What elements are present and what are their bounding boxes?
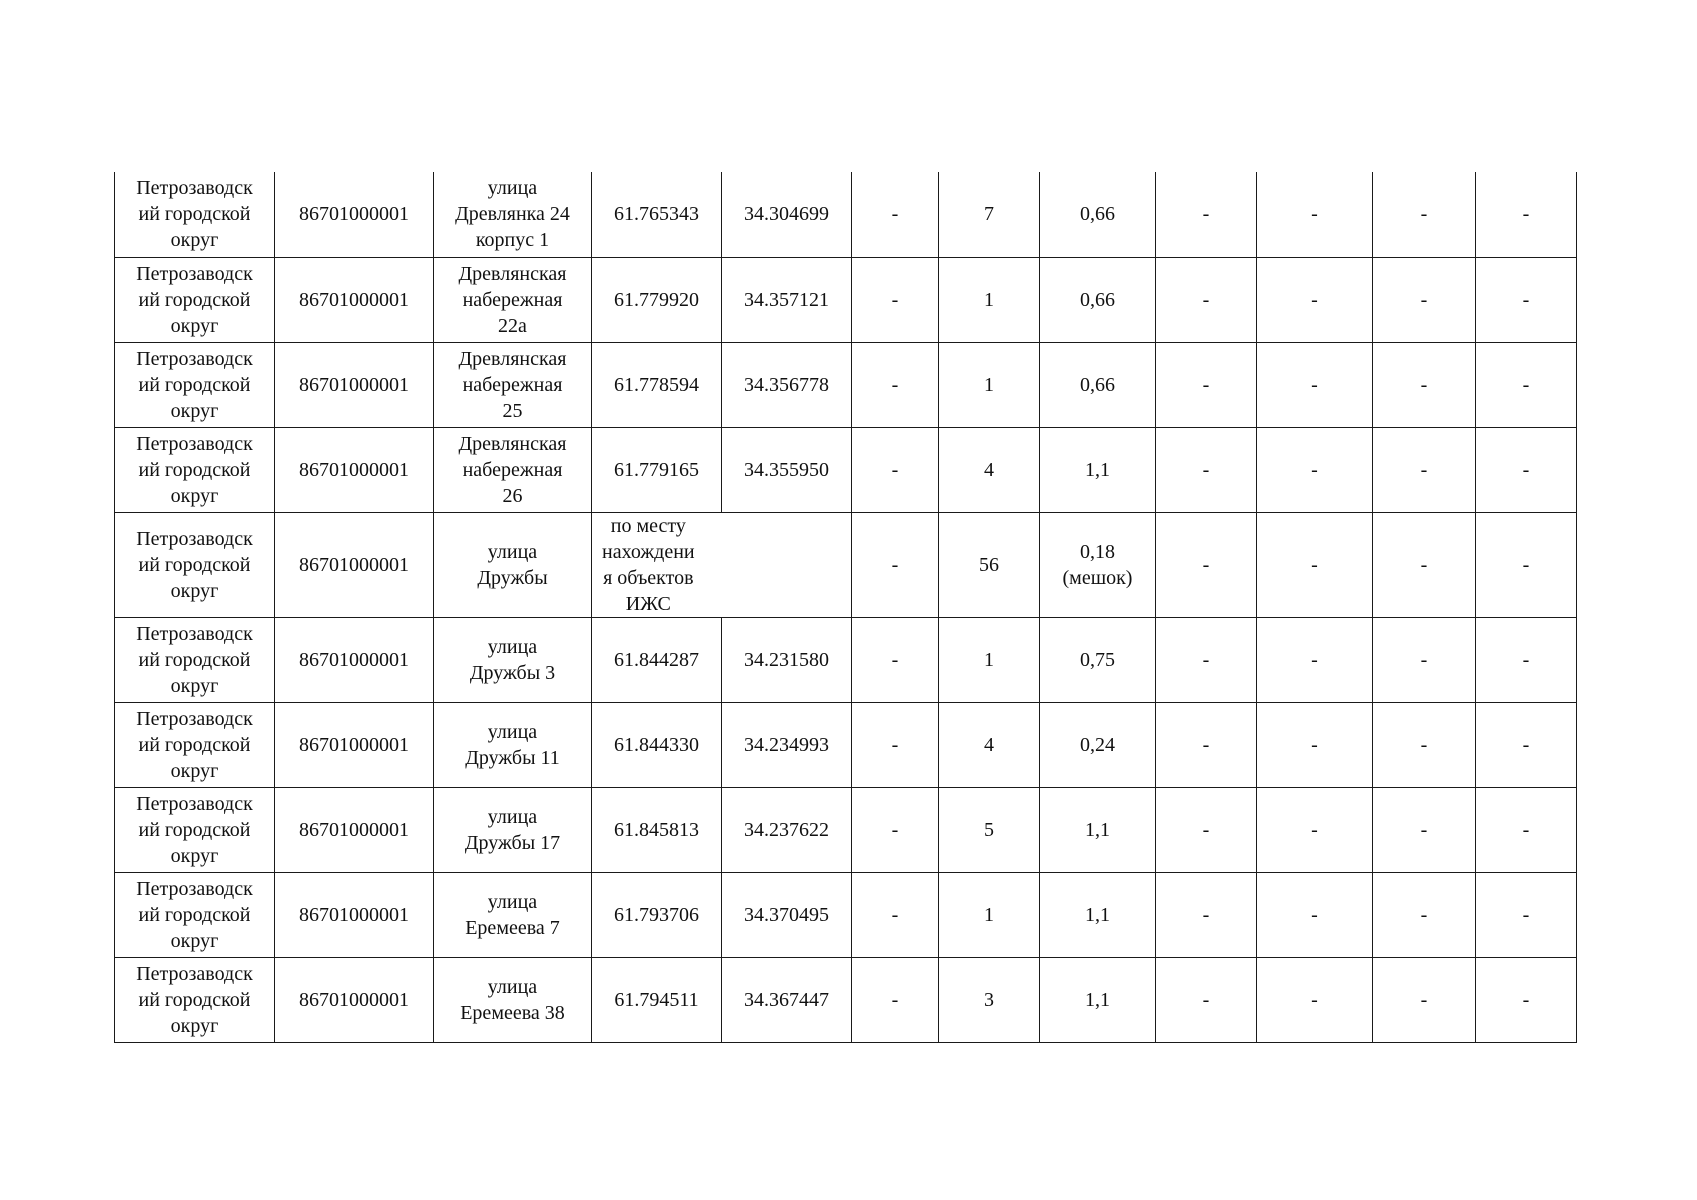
dash-cell: - — [1476, 257, 1577, 342]
table-row — [115, 342, 1577, 427]
dash-cell: - — [852, 342, 939, 427]
oktmo-cell: 86701000001 — [275, 342, 434, 427]
dash-cell: - — [1476, 787, 1577, 872]
dash-cell: - — [1156, 702, 1257, 787]
table-row — [115, 172, 1577, 257]
dash-cell: - — [1257, 957, 1373, 1042]
table-row — [115, 957, 1577, 1042]
district-cell: Петрозаводск ий городской округ — [115, 872, 275, 957]
dash-cell: - — [1373, 957, 1476, 1042]
table-row — [115, 872, 1577, 957]
dash-cell: - — [1476, 512, 1577, 617]
latitude-cell: 61.845813 — [592, 787, 722, 872]
dash-cell: - — [852, 512, 939, 617]
dash-cell: - — [852, 172, 939, 257]
dash-cell: - — [1476, 957, 1577, 1042]
dash-cell: - — [1156, 787, 1257, 872]
longitude-cell: 34.357121 — [722, 257, 852, 342]
dash-cell: - — [1257, 512, 1373, 617]
container-volume-cell: 1,1 — [1040, 872, 1156, 957]
dash-cell: - — [1373, 427, 1476, 512]
oktmo-cell: 86701000001 — [275, 427, 434, 512]
district-cell: Петрозаводск ий городской округ — [115, 702, 275, 787]
dash-cell: - — [1257, 872, 1373, 957]
district-cell: Петрозаводск ий городской округ — [115, 957, 275, 1042]
address-cell: улица Древлянка 24 корпус 1 — [434, 172, 592, 257]
dash-cell: - — [1156, 512, 1257, 617]
oktmo-cell: 86701000001 — [275, 512, 434, 617]
district-cell: Петрозаводск ий городской округ — [115, 342, 275, 427]
dash-cell: - — [852, 257, 939, 342]
address-cell: Древлянская набережная 22а — [434, 257, 592, 342]
oktmo-cell: 86701000001 — [275, 617, 434, 702]
address-cell: улица Дружбы 17 — [434, 787, 592, 872]
table-row — [115, 427, 1577, 512]
district-cell: Петрозаводск ий городской округ — [115, 617, 275, 702]
district-cell: Петрозаводск ий городской округ — [115, 787, 275, 872]
dash-cell: - — [1156, 172, 1257, 257]
table-row — [115, 257, 1577, 342]
table-row — [115, 512, 1577, 617]
dash-cell: - — [1257, 702, 1373, 787]
longitude-cell: 34.355950 — [722, 427, 852, 512]
container-count-cell: 4 — [939, 427, 1040, 512]
district-cell: Петрозаводск ий городской округ — [115, 257, 275, 342]
longitude-cell: 34.356778 — [722, 342, 852, 427]
district-cell: Петрозаводск ий городской округ — [115, 427, 275, 512]
oktmo-cell: 86701000001 — [275, 702, 434, 787]
coordinates-note-cell — [592, 512, 852, 617]
dash-cell: - — [1373, 342, 1476, 427]
container-count-cell: 1 — [939, 872, 1040, 957]
container-volume-cell: 1,1 — [1040, 957, 1156, 1042]
dash-cell: - — [1373, 702, 1476, 787]
dash-cell: - — [1257, 342, 1373, 427]
oktmo-cell: 86701000001 — [275, 172, 434, 257]
dash-cell: - — [1373, 257, 1476, 342]
dash-cell: - — [1373, 172, 1476, 257]
oktmo-cell: 86701000001 — [275, 872, 434, 957]
dash-cell: - — [1257, 617, 1373, 702]
dash-cell: - — [1373, 872, 1476, 957]
dash-cell: - — [1373, 512, 1476, 617]
container-count-cell: 1 — [939, 617, 1040, 702]
longitude-cell: 34.367447 — [722, 957, 852, 1042]
dash-cell: - — [1476, 617, 1577, 702]
dash-cell: - — [852, 957, 939, 1042]
dash-cell: - — [1156, 617, 1257, 702]
dash-cell: - — [1373, 617, 1476, 702]
latitude-cell: 61.778594 — [592, 342, 722, 427]
address-cell: улица Еремеева 7 — [434, 872, 592, 957]
dash-cell: - — [1156, 872, 1257, 957]
table-row — [115, 702, 1577, 787]
longitude-cell: 34.370495 — [722, 872, 852, 957]
latitude-cell: 61.794511 — [592, 957, 722, 1042]
oktmo-cell: 86701000001 — [275, 957, 434, 1042]
container-volume-cell: 1,1 — [1040, 787, 1156, 872]
container-volume-cell: 1,1 — [1040, 427, 1156, 512]
district-cell: Петрозаводск ий городской округ — [115, 172, 275, 257]
longitude-cell: 34.234993 — [722, 702, 852, 787]
container-sites-table — [114, 172, 1577, 1043]
container-volume-cell: 0,75 — [1040, 617, 1156, 702]
dash-cell: - — [1476, 872, 1577, 957]
dash-cell: - — [1257, 787, 1373, 872]
district-cell: Петрозаводск ий городской округ — [115, 512, 275, 617]
dash-cell: - — [1257, 257, 1373, 342]
dash-cell: - — [852, 702, 939, 787]
oktmo-cell: 86701000001 — [275, 787, 434, 872]
dash-cell: - — [852, 617, 939, 702]
coordinates-note-text: по месту нахождени я объектов ИЖС — [602, 514, 695, 615]
address-cell: улица Дружбы — [434, 512, 592, 617]
dash-cell: - — [1156, 427, 1257, 512]
address-cell: улица Дружбы 3 — [434, 617, 592, 702]
dash-cell: - — [1257, 427, 1373, 512]
container-volume-cell: 0,24 — [1040, 702, 1156, 787]
dash-cell: - — [852, 787, 939, 872]
dash-cell: - — [1476, 702, 1577, 787]
address-cell: Древлянская набережная 25 — [434, 342, 592, 427]
dash-cell: - — [1156, 957, 1257, 1042]
container-volume-cell: 0,66 — [1040, 257, 1156, 342]
table-row — [115, 787, 1577, 872]
dash-cell: - — [1476, 427, 1577, 512]
container-volume-cell: 0,66 — [1040, 172, 1156, 257]
latitude-cell: 61.844330 — [592, 702, 722, 787]
latitude-cell: 61.844287 — [592, 617, 722, 702]
container-volume-cell: 0,66 — [1040, 342, 1156, 427]
container-count-cell: 5 — [939, 787, 1040, 872]
dash-cell: - — [1257, 172, 1373, 257]
dash-cell: - — [1156, 257, 1257, 342]
container-count-cell: 3 — [939, 957, 1040, 1042]
address-cell: Древлянская набережная 26 — [434, 427, 592, 512]
address-cell: улица Дружбы 11 — [434, 702, 592, 787]
container-count-cell: 56 — [939, 512, 1040, 617]
dash-cell: - — [1373, 787, 1476, 872]
dash-cell: - — [1476, 172, 1577, 257]
latitude-cell: 61.765343 — [592, 172, 722, 257]
container-count-cell: 4 — [939, 702, 1040, 787]
table-row — [115, 617, 1577, 702]
dash-cell: - — [1156, 342, 1257, 427]
latitude-cell: 61.779920 — [592, 257, 722, 342]
address-cell: улица Еремеева 38 — [434, 957, 592, 1042]
container-volume-cell: 0,18 (мешок) — [1040, 512, 1156, 617]
container-count-cell: 1 — [939, 257, 1040, 342]
dash-cell: - — [852, 427, 939, 512]
container-count-cell: 7 — [939, 172, 1040, 257]
dash-cell: - — [852, 872, 939, 957]
dash-cell: - — [1476, 342, 1577, 427]
oktmo-cell: 86701000001 — [275, 257, 434, 342]
container-count-cell: 1 — [939, 342, 1040, 427]
latitude-cell: 61.793706 — [592, 872, 722, 957]
longitude-cell: 34.237622 — [722, 787, 852, 872]
longitude-cell: 34.304699 — [722, 172, 852, 257]
latitude-cell: 61.779165 — [592, 427, 722, 512]
longitude-cell: 34.231580 — [722, 617, 852, 702]
